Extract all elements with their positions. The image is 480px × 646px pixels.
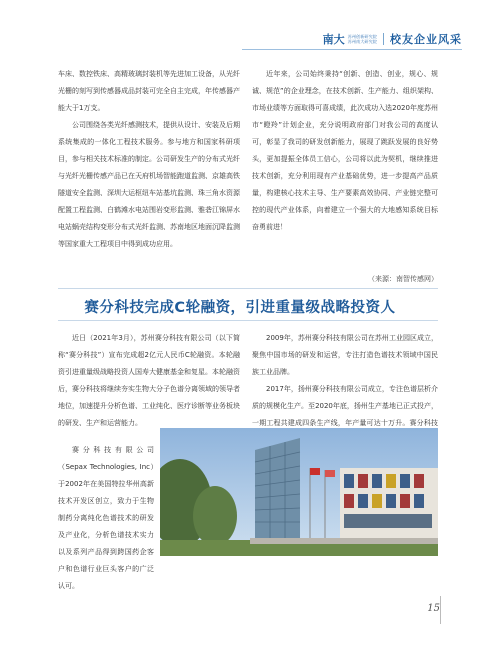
header-logo-subtitle [348,34,377,44]
paragraph: 近日（2021年3月），苏州赛分科技有限公司（以下简称“赛分科技”）宣布完成超2亿元人民币C轮融资。本轮融资引进重量级战略投资人国寿大健康基金和复星。本轮融资后，赛分科技将继续夯实生物大分子色谱分离领域的领导者地位，加速提升分析色谱、工业纯化、医疗诊断等业务板块的研发、生产和运营能力。 [58,334,240,427]
header-logo-subtitle-2: 苏州南大研究院 [347,39,377,44]
top-left-column [58,66,240,253]
body-left-column [58,330,240,432]
header-rule [242,49,462,50]
paragraph: 赛分科技有限公司（Sepax Technologies, Inc）于2002年在美国特拉华州高新技术开发区创立，致力于生物制药分离纯化色谱技术的研发及产业化，分析色谱技术实力以及系列产品得到跨国药企客户和色谱行业巨头客户的广泛认可。 [58,446,154,590]
top-right-column [252,66,438,236]
building-illustration [160,428,438,556]
paragraph: 公司围绕各类光纤感测技术，提供从设计、安装及后期系统集成的一体化工程技术服务。参与地方和国家科研项目，参与相关技术标准的制定。公司研发生产的分布式光纤与光纤光栅传感产品已在天府机场智能跑道监测、京雄高铁隧道安全监测、深圳大运枢纽车站基坑监测、珠三角水资源配置工程监测、白鹤滩水电站围岩变形监测、雅砻江锦屏水电站蜗壳结构变形分布式光纤监测、苏南地区地面沉降监测等国家重大工程项目中得到成功应用。 [58,121,240,248]
section-divider [58,288,438,289]
header-logo-subtitle-1: 苏州创新研究院 [347,34,377,39]
column-title: 校友企业风采 [390,33,462,46]
paragraph: 近年来，公司始终秉持“创新、创造、创业，规心、规诚、规范”的企业理念，在技术创新、生产能力、组织架构、市场业绩等方面取得可喜成绩，此次成功入选2020年度苏州市“瞪羚”计划企业，充分说明政府部门对我公司的高度认可，彰显了我司的研发创新能力，展现了跳跃发展的良好势头，更加提振全体员工信心，公司将以此为契机，继续推进技术创新，充分利用现有产业基础优势，进一步提高产品质量，构建核心技术主导、生产要素高效协同、产业链完整可控的现代产业体系，向着建立一个强大的大地感知系统目标奋勇前进！ [252,70,438,231]
header-separator [383,33,384,45]
company-building-photo [160,428,438,556]
footer-rule [440,596,441,624]
header-logo: 南大 [322,33,345,46]
paragraph: 2009年，苏州赛分科技有限公司在苏州工业园区成立，聚焦中国市场的研发和运营，专注打造色谱技术领域中国民族工业品牌。 [252,334,438,376]
title-divider [58,320,438,321]
page-header [323,28,462,50]
source-note: （来源：南智传感网） [368,275,438,283]
paragraph: 车床、数控铁床、高精玻璃封装机等先进加工设备，从光纤光栅的刻写到传感器成品封装可完全自主完成，年传感器产能大于1万支。 [58,70,240,112]
page-number: 15 [427,603,440,614]
paragraph: 2017年，扬州赛分科技有限公司成立，专注色谱层析介质的规模化生产。至2020年底，扬州生产基地已正式投产，一期工程共建成四条生产线，年产量可达十万升。赛分科技 [252,385,438,427]
article-title: 赛分科技完成C轮融资，引进重量级战略投资人 [84,300,396,316]
body-left-narrow-column [58,442,154,595]
